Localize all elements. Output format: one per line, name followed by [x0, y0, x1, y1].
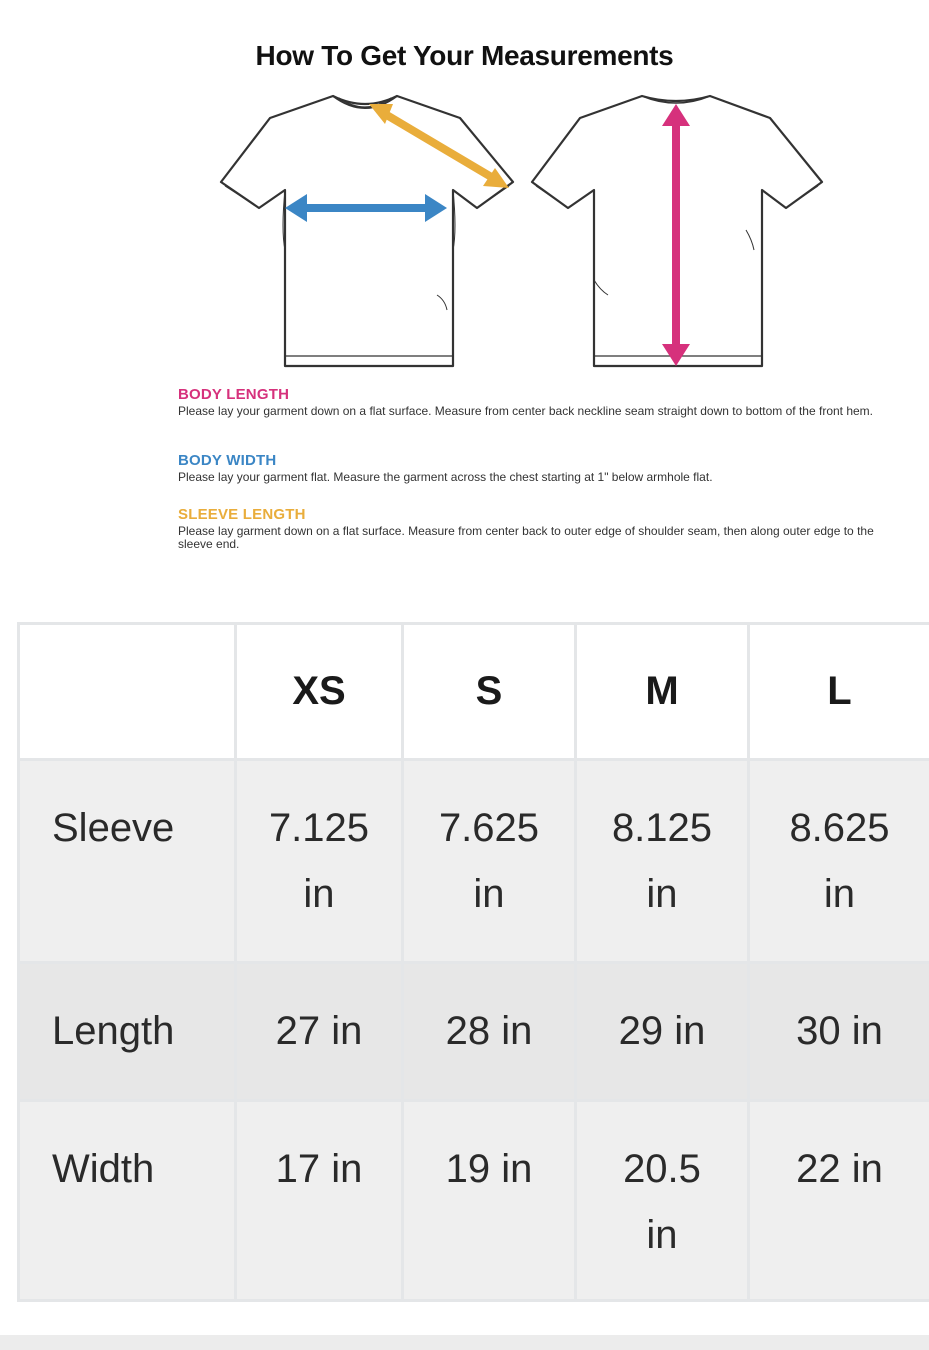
guide-sleeve-length: [178, 506, 878, 551]
row-label: Width: [19, 1100, 236, 1300]
table-header-row: [19, 624, 929, 760]
cell-value: 8.625 in: [789, 806, 890, 917]
header-size-s: S: [403, 624, 576, 760]
row-label: Length: [19, 963, 236, 1100]
footer-divider: [0, 1335, 929, 1350]
cell-value: 7.625 in: [438, 806, 540, 917]
table-cell: [236, 760, 403, 963]
row-label: Sleeve: [19, 760, 236, 963]
table-cell: [749, 760, 929, 963]
table-cell: 30 in: [749, 963, 929, 1100]
guide-heading: BODY LENGTH: [178, 386, 290, 403]
table-cell: 27 in: [236, 963, 403, 1100]
header-empty: [19, 624, 236, 760]
guide-text: Please lay garment down on a flat surface. Measure from center back to outer edge of shoulder seam, then along outer edge to the sleeve end.: [178, 524, 874, 551]
table-row-length: [19, 963, 929, 1100]
table-cell: [576, 1100, 749, 1300]
table-cell: [403, 760, 576, 963]
guide-body-width: [178, 452, 878, 484]
guide-heading: BODY WIDTH: [178, 452, 277, 469]
table-cell: 22 in: [749, 1100, 929, 1300]
table-cell: [576, 760, 749, 963]
guide-text: Please lay your garment down on a flat surface. Measure from center back neckline seam straight down to bottom of the front hem.: [178, 404, 874, 418]
cell-value: 7.125 in: [268, 806, 370, 917]
cell-value: 20.5 in: [623, 1146, 701, 1257]
table-cell: 29 in: [576, 963, 749, 1100]
tshirt-front-illustration: [215, 90, 520, 375]
guide-body-length: [178, 386, 878, 418]
page-title: How To Get Your Measurements: [255, 40, 674, 71]
table-row-width: [19, 1100, 929, 1300]
table-row-sleeve: [19, 760, 929, 963]
tshirt-back-illustration: [528, 90, 828, 375]
table-cell: 19 in: [403, 1100, 576, 1300]
table-cell: 17 in: [236, 1100, 403, 1300]
header-size-m: M: [576, 624, 749, 760]
guide-heading: SLEEVE LENGTH: [178, 506, 306, 523]
table-cell: 28 in: [403, 963, 576, 1100]
size-chart-table: [17, 622, 929, 1302]
cell-value: 8.125 in: [611, 806, 713, 917]
guide-text: Please lay your garment flat. Measure the garment across the chest starting at 1" below armhole flat.: [178, 470, 713, 484]
header-size-xs: XS: [236, 624, 403, 760]
header-size-l: L: [749, 624, 929, 760]
